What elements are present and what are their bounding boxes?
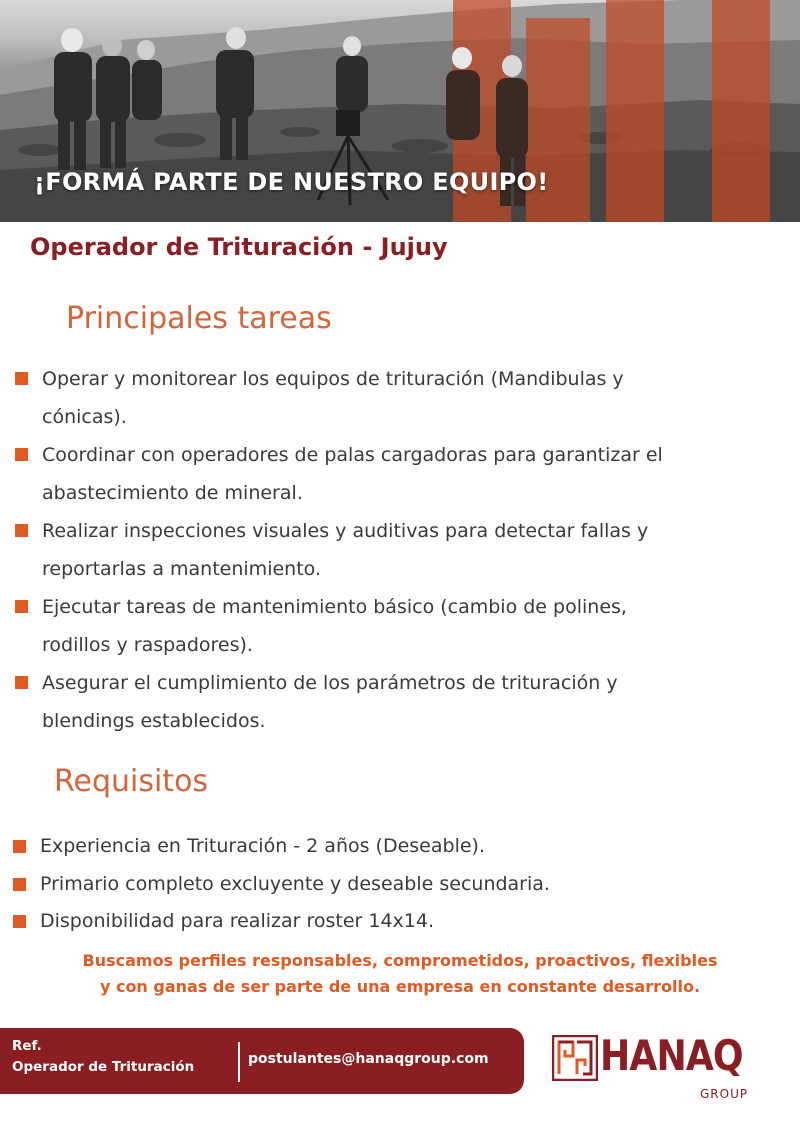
- orange-square-bullet-icon: [15, 372, 28, 385]
- hanaq-greek-key-logo-icon: [552, 1035, 598, 1081]
- ref-divider: [238, 1042, 240, 1082]
- task-item: [0, 512, 772, 588]
- orange-square-bullet-icon: [15, 676, 28, 689]
- task-text-line: Realizar inspecciones visuales y auditivas para detectar fallas y: [42, 520, 649, 542]
- requirement-item: [0, 903, 780, 941]
- requirement-item: [0, 866, 780, 904]
- logo-wordmark: HANAQ: [600, 1031, 743, 1080]
- closing-message: [0, 948, 800, 1000]
- ref-value: Operador de Trituración: [12, 1059, 195, 1075]
- tasks-list: [0, 360, 772, 740]
- task-text-line: rodillos y raspadores).: [42, 634, 253, 656]
- task-item: [0, 664, 772, 740]
- logo-subtitle: GROUP: [700, 1087, 749, 1101]
- orange-square-bullet-icon: [15, 600, 28, 613]
- requirements-list: [0, 828, 780, 941]
- task-text-line: abastecimiento de mineral.: [42, 482, 303, 504]
- requirement-text: Experiencia en Trituración - 2 años (Deseable).: [40, 835, 485, 857]
- orange-square-bullet-icon: [13, 840, 26, 853]
- requirement-text: Primario completo excluyente y deseable secundaria.: [40, 872, 550, 895]
- closing-line: y con ganas de ser parte de una empresa en constante desarrollo.: [99, 977, 701, 996]
- tasks-heading: Principales tareas: [66, 301, 332, 336]
- requirement-text: Disponibilidad para realizar roster 14x14.: [40, 910, 435, 932]
- task-item: [0, 588, 772, 664]
- task-text-line: Operar y monitorear los equipos de trituración (Mandibulas y: [42, 368, 624, 390]
- requirements-heading: Requisitos: [54, 764, 209, 799]
- contact-email-link[interactable]: postulantes@hanaqgroup.com: [248, 1051, 489, 1067]
- requirement-item: [0, 828, 780, 866]
- orange-square-bullet-icon: [13, 878, 26, 891]
- task-text-line: blendings establecidos.: [42, 710, 266, 732]
- task-text-line: Asegurar el cumplimiento de los parámetros de trituración y: [42, 672, 618, 694]
- orange-square-bullet-icon: [15, 448, 28, 461]
- task-text-line: reportarlas a mantenimiento.: [42, 558, 321, 580]
- hero-headline: ¡FORMÁ PARTE DE NUESTRO EQUIPO!: [34, 168, 549, 196]
- hanaq-group-logo: [552, 1031, 762, 1106]
- closing-line: Buscamos perfiles responsables, comprometidos, proactivos, flexibles: [82, 951, 718, 970]
- hero-banner: [0, 0, 800, 222]
- task-item: [0, 360, 772, 436]
- job-title: Operador de Trituración - Jujuy: [30, 233, 448, 261]
- task-text-line: cónicas).: [42, 406, 127, 428]
- ref-label: Ref.: [12, 1038, 42, 1054]
- task-text-line: Ejecutar tareas de mantenimiento básico (cambio de polines,: [42, 596, 627, 618]
- reference-bar: [0, 1028, 524, 1094]
- orange-square-bullet-icon: [13, 915, 26, 928]
- task-text-line: Coordinar con operadores de palas cargadoras para garantizar el: [42, 444, 663, 466]
- task-item: [0, 436, 772, 512]
- orange-square-bullet-icon: [15, 524, 28, 537]
